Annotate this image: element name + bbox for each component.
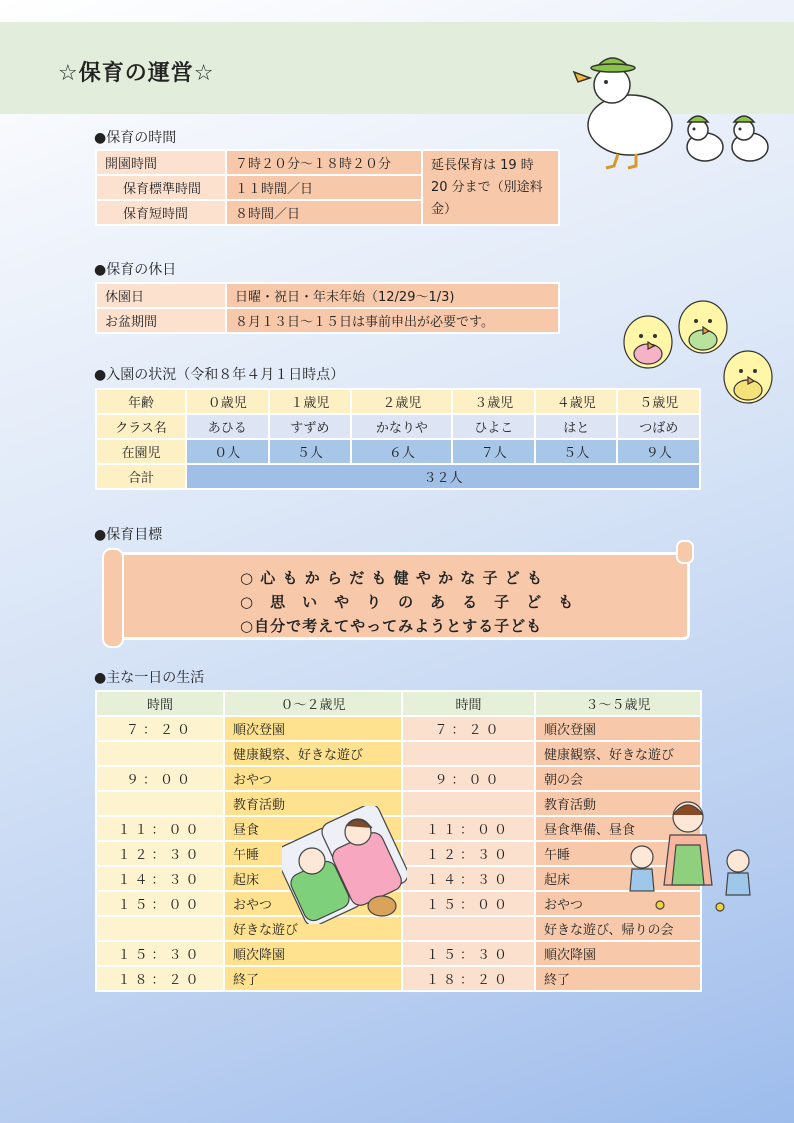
- time-cell-3-5: ７：２０: [402, 716, 535, 741]
- age-cell: ４歳児: [535, 389, 618, 414]
- activity-cell-0-2: 昼食: [224, 816, 402, 841]
- count-cell: ５人: [269, 439, 352, 464]
- time-cell-3-5: １２：３０: [402, 841, 535, 866]
- activity-cell-0-2: 順次登園: [224, 716, 402, 741]
- activity-cell-3-5: 昼食準備、昼食: [535, 816, 701, 841]
- table-row: [96, 941, 701, 966]
- count-cell: ９人: [617, 439, 700, 464]
- goal-item: ○ 心 も か ら だ も 健 や か な 子 ど も: [240, 569, 543, 587]
- header-time: 時間: [402, 691, 535, 716]
- enrollment-heading: ●入園の状況（令和８年４月１日時点）: [94, 367, 345, 383]
- time-cell-3-5: １５：３０: [402, 941, 535, 966]
- table-row: [96, 766, 701, 791]
- activity-cell-3-5: 起床: [535, 866, 701, 891]
- table-row: [96, 691, 701, 716]
- activity-cell-3-5: 健康観察、好きな遊び: [535, 741, 701, 766]
- hours-value: ８時間／日: [226, 200, 422, 225]
- hours-label: 保育短時間: [96, 200, 226, 225]
- goal-item: ○ 思 い や り の あ る 子 ど も: [240, 593, 575, 611]
- time-cell-0-2: １２：３０: [96, 841, 224, 866]
- page-title: ☆保育の運営☆: [58, 61, 215, 86]
- table-row: [96, 966, 701, 991]
- activity-cell-3-5: 午睡: [535, 841, 701, 866]
- hours-value: １１時間／日: [226, 175, 422, 200]
- goal-item: ○自分で考えてやってみようとする子ども: [240, 617, 543, 635]
- activity-cell-3-5: 朝の会: [535, 766, 701, 791]
- class-cell: はと: [535, 414, 618, 439]
- total-label: 合計: [96, 464, 186, 489]
- count-cell: ６人: [351, 439, 452, 464]
- activity-cell-0-2: 終了: [224, 966, 402, 991]
- table-row: [96, 308, 559, 333]
- count-cell: ０人: [186, 439, 269, 464]
- table-row: [96, 716, 701, 741]
- activity-cell-0-2: 順次降園: [224, 941, 402, 966]
- time-cell-0-2: [96, 741, 224, 766]
- activity-cell-0-2: 教育活動: [224, 791, 402, 816]
- activity-cell-3-5: おやつ: [535, 891, 701, 916]
- hours-label: 保育標準時間: [96, 175, 226, 200]
- teacher-children-illustration: [620, 795, 765, 920]
- holiday-label: 休園日: [96, 283, 226, 308]
- time-cell-3-5: [402, 741, 535, 766]
- activity-cell-3-5: 教育活動: [535, 791, 701, 816]
- daily-heading: ●主な一日の生活: [94, 670, 205, 686]
- time-cell-0-2: １１：００: [96, 816, 224, 841]
- enrollment-table: [95, 388, 701, 490]
- header-time: 時間: [96, 691, 224, 716]
- time-cell-3-5: ９：００: [402, 766, 535, 791]
- class-label: クラス名: [96, 414, 186, 439]
- class-cell: すずめ: [269, 414, 352, 439]
- sleeping-babies-illustration: [282, 806, 407, 924]
- table-row: [96, 150, 559, 175]
- table-row: [96, 283, 559, 308]
- activity-cell-0-2: 健康観察、好きな遊び: [224, 741, 402, 766]
- table-row: [96, 389, 700, 414]
- activity-cell-0-2: おやつ: [224, 766, 402, 791]
- hours-table: [95, 149, 560, 226]
- activity-cell-0-2: 起床: [224, 866, 402, 891]
- holidays-heading: ●保育の休日: [94, 262, 177, 278]
- table-row: [96, 414, 700, 439]
- count-cell: ５人: [535, 439, 618, 464]
- duck-family-illustration: [570, 50, 780, 175]
- time-cell-0-2: [96, 916, 224, 941]
- table-row: [96, 439, 700, 464]
- activity-cell-3-5: 順次降園: [535, 941, 701, 966]
- time-cell-0-2: ７：２０: [96, 716, 224, 741]
- time-cell-0-2: １５：３０: [96, 941, 224, 966]
- age-cell: ５歳児: [617, 389, 700, 414]
- age-label: 年齢: [96, 389, 186, 414]
- hours-heading: ●保育の時間: [94, 130, 177, 146]
- total-cell: ３２人: [186, 464, 700, 489]
- age-cell: ３歳児: [452, 389, 535, 414]
- activity-cell-3-5: 終了: [535, 966, 701, 991]
- time-cell-0-2: ９：００: [96, 766, 224, 791]
- time-cell-0-2: １４：３０: [96, 866, 224, 891]
- class-cell: あひる: [186, 414, 269, 439]
- holiday-value: 日曜・祝日・年末年始（12/29～1/3): [226, 283, 559, 308]
- activity-cell-3-5: 順次登園: [535, 716, 701, 741]
- count-cell: ７人: [452, 439, 535, 464]
- time-cell-3-5: [402, 916, 535, 941]
- age-cell: ０歳児: [186, 389, 269, 414]
- extended-care-note: 延長保育は 19 時 20 分まで（別途料金）: [422, 150, 559, 225]
- hours-value: ７時２０分～１８時２０分: [226, 150, 422, 175]
- class-cell: かなりや: [351, 414, 452, 439]
- table-row: [96, 741, 701, 766]
- holiday-label: お盆期間: [96, 308, 226, 333]
- time-cell-0-2: [96, 791, 224, 816]
- age-cell: １歳児: [269, 389, 352, 414]
- class-cell: ひよこ: [452, 414, 535, 439]
- time-cell-3-5: １８：２０: [402, 966, 535, 991]
- activity-cell-0-2: おやつ: [224, 891, 402, 916]
- time-cell-3-5: １５：００: [402, 891, 535, 916]
- table-row: [96, 464, 700, 489]
- header-0-2: ０～２歳児: [224, 691, 402, 716]
- activity-cell-0-2: 好きな遊び: [224, 916, 402, 941]
- hours-label: 開園時間: [96, 150, 226, 175]
- holiday-value: ８月１３日～１５日は事前申出が必要です。: [226, 308, 559, 333]
- time-cell-3-5: １４：３０: [402, 866, 535, 891]
- time-cell-3-5: [402, 791, 535, 816]
- time-cell-3-5: １１：００: [402, 816, 535, 841]
- holidays-table: [95, 282, 560, 334]
- age-cell: ２歳児: [351, 389, 452, 414]
- activity-cell-0-2: 午睡: [224, 841, 402, 866]
- count-label: 在園児: [96, 439, 186, 464]
- class-cell: つばめ: [617, 414, 700, 439]
- time-cell-0-2: １５：００: [96, 891, 224, 916]
- header-3-5: ３～５歳児: [535, 691, 701, 716]
- goals-heading: ●保育目標: [94, 527, 163, 543]
- activity-cell-3-5: 好きな遊び、帰りの会: [535, 916, 701, 941]
- time-cell-0-2: １８：２０: [96, 966, 224, 991]
